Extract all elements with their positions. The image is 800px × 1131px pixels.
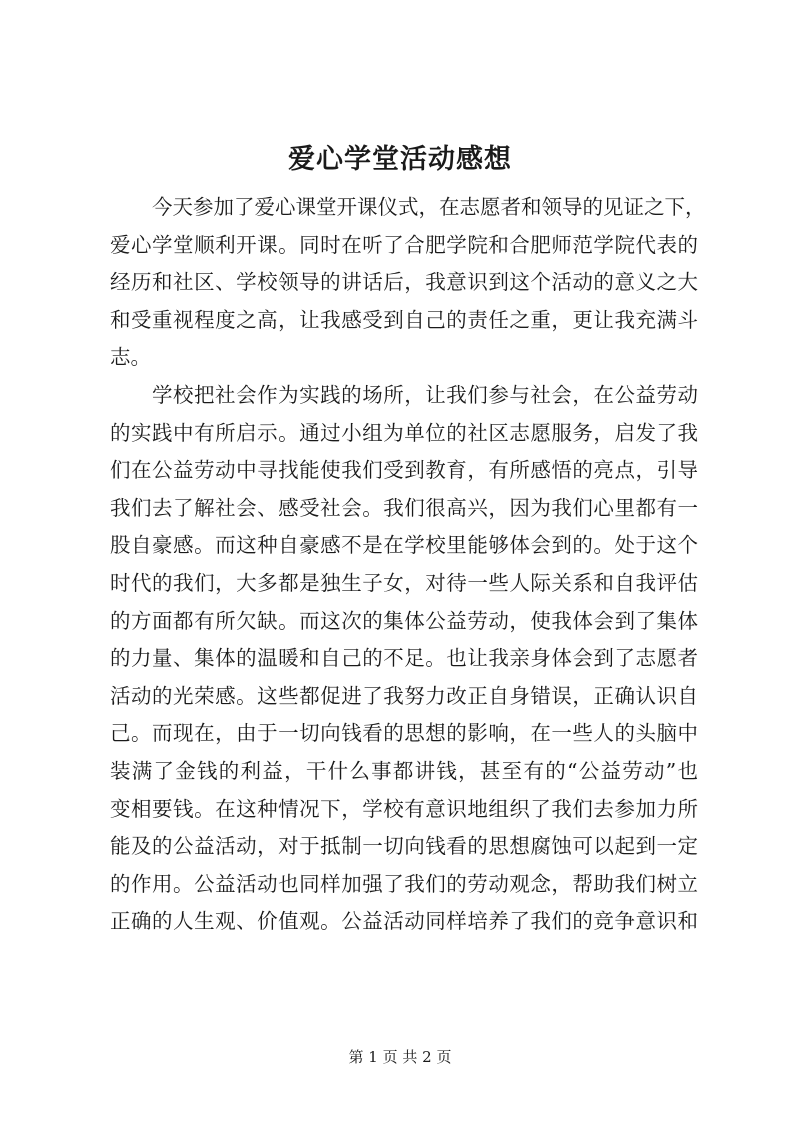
text-line: 装满了金钱的利益，干什么事都讲钱，甚至有的“公益劳动”也 [110,758,698,783]
document-body [110,189,706,941]
text-line: 爱心学堂顺利开课。同时在听了合肥学院和合肥师范学院代表的 [110,232,698,257]
text-line: 正确的人生观、价值观。公益活动同样培养了我们的竞争意识和 [110,909,698,934]
text-line: 的方面都有所欠缺。而这次的集体公益劳动，使我体会到了集体 [110,608,698,633]
text-line: 今天参加了爱心课堂开课仪式，在志愿者和领导的见证之下， [152,195,706,219]
text-line: 的力量、集体的温暖和自己的不足。也让我亲身体会到了志愿者 [110,646,698,671]
text-line: 和受重视程度之高，让我感受到自己的责任之重，更让我充满斗 [110,307,698,332]
page-number-footer [0,1047,800,1067]
text-line: 变相要钱。在这种情况下，学校有意识地组织了我们去参加力所 [110,796,698,821]
text-line: 学校把社会作为实践的场所，让我们参与社会，在公益劳动 [152,382,698,407]
text-line: 我们去了解社会、感受社会。我们很高兴，因为我们心里都有一 [110,495,698,520]
text-line: 活动的光荣感。这些都促进了我努力改正自身错误，正确认识自 [110,683,698,708]
text-line: 们在公益劳动中寻找能使我们受到教育，有所感悟的亮点，引导 [110,458,698,483]
paragraph-2 [110,377,698,941]
text-line: 己。而现在，由于一切向钱看的思想的影响，在一些人的头脑中 [110,721,698,746]
text-line: 能及的公益活动，对于抵制一切向钱看的思想腐蚀可以起到一定 [110,834,698,859]
text-line: 的实践中有所启示。通过小组为单位的社区志愿服务，启发了我 [110,420,698,445]
text-line: 股自豪感。而这种自豪感不是在学校里能够体会到的。处于这个 [110,533,698,558]
page-title: 爱心学堂活动感想 [288,144,512,175]
paragraph-1 [110,189,706,377]
text-line: 时代的我们，大多都是独生子女，对待一些人际关系和自我评估 [110,570,698,595]
text-line: 志。 [110,345,151,370]
page-number-label: 第 1 页 共 2 页 [348,1048,452,1066]
text-line: 经历和社区、学校领导的讲话后，我意识到这个活动的意义之大 [110,270,698,295]
text-line: 的作用。公益活动也同样加强了我们的劳动观念，帮助我们树立 [110,871,698,896]
